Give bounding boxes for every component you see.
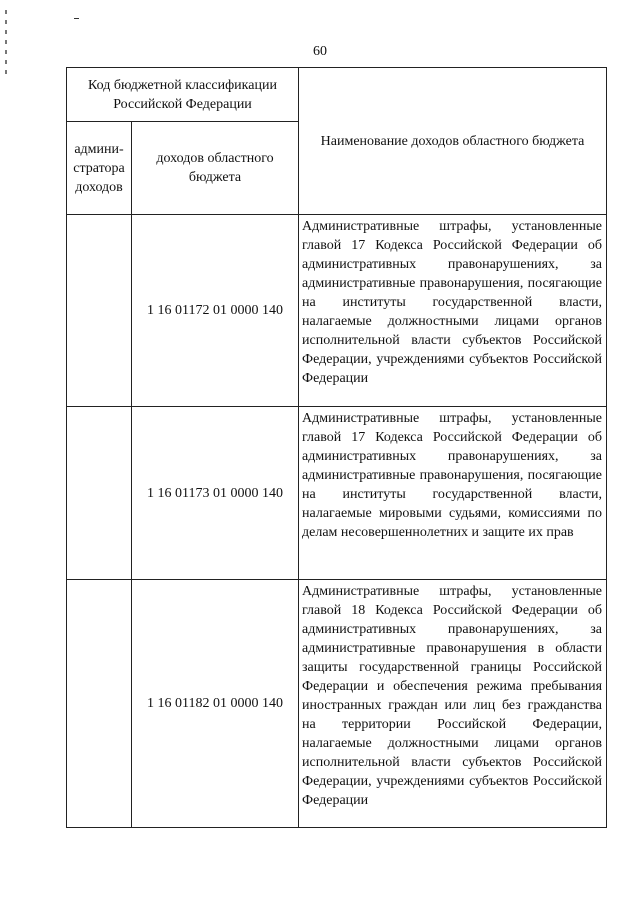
income-name-cell: Административные штрафы, установленные главой 17 Кодекса Российской Федерации об административных правонарушениях, за административные правонарушения, посягающие на институты государственной власти, налагаемые должностными лицами органов исполнительной власти субъектов Российской Федерации, учреждениями субъектов Российской Федерации	[299, 215, 607, 407]
admin-code-cell	[67, 407, 132, 580]
income-code-cell: 1 16 01173 01 0000 140	[132, 407, 299, 580]
table-row	[67, 407, 607, 580]
page-number: 60	[313, 44, 327, 59]
table-row	[67, 215, 607, 407]
income-code-cell: 1 16 01182 01 0000 140	[132, 580, 299, 828]
table-row	[67, 580, 607, 828]
header-administrator: админи-стратора доходов	[67, 122, 132, 215]
budget-classification-table	[66, 67, 607, 828]
income-code-cell: 1 16 01172 01 0000 140	[132, 215, 299, 407]
header-income-code: доходов областного бюджета	[132, 122, 299, 215]
header-budget-code-group: Код бюджетной классификации Российской Федерации	[67, 68, 299, 122]
table-header-row	[67, 68, 607, 122]
admin-code-cell	[67, 580, 132, 828]
scan-dash-mark	[74, 18, 79, 19]
header-income-name: Наименование доходов областного бюджета	[299, 68, 607, 215]
income-name-cell: Административные штрафы, установленные главой 18 Кодекса Российской Федерации об административных правонарушениях, за административные правонарушения в области защиты государственной границы Российской Федерации и обеспечения режима пребывания иностранных граждан или лиц без гражданства на территории Российской Федерации, налагаемые должностными лицами органов исполнительной власти субъектов Российской Федерации, учреждениями субъектов Российской Федерации	[299, 580, 607, 828]
admin-code-cell	[67, 215, 132, 407]
income-name-cell: Административные штрафы, установленные главой 17 Кодекса Российской Федерации об административных правонарушениях, за административные правонарушения, посягающие на институты государственной власти, налагаемые мировыми судьями, комиссиями по делам несовершеннолетних и защите их прав	[299, 407, 607, 580]
